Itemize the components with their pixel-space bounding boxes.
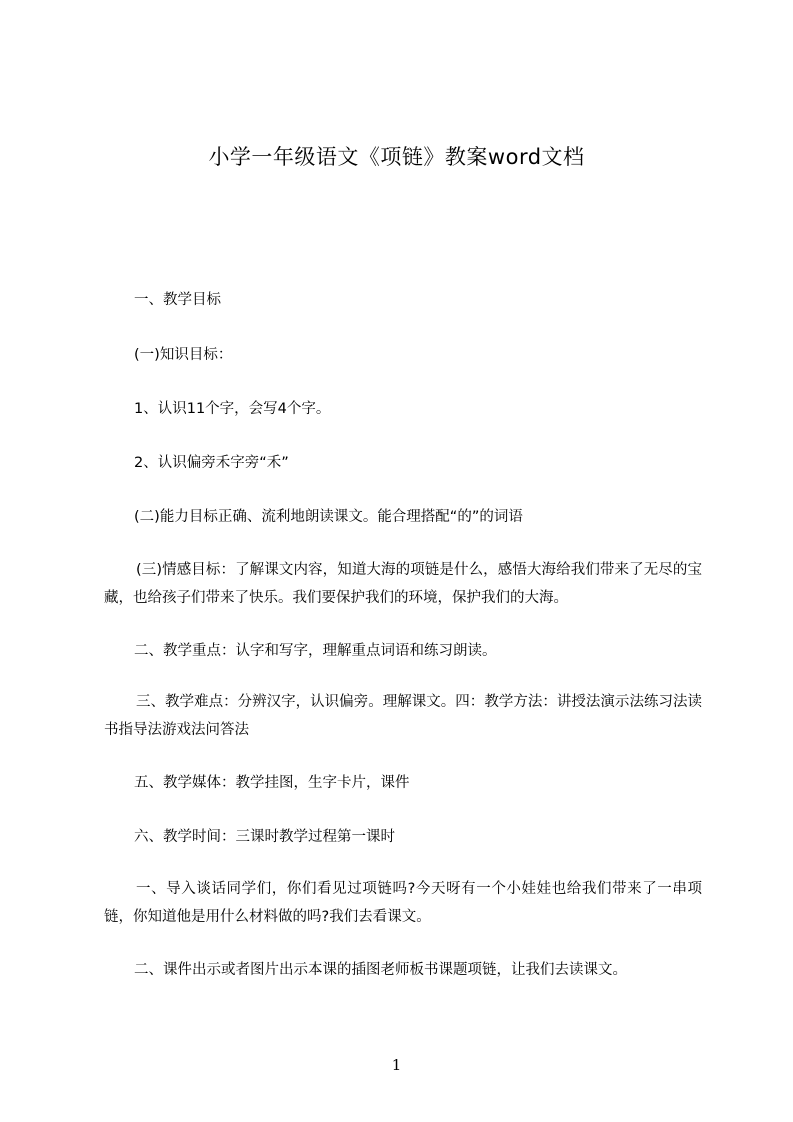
document-title: 小学一年级语文《项链》教案word文档 — [208, 145, 585, 169]
paragraph-radical: 2、认识偏旁禾字旁“禾” — [134, 455, 289, 471]
page-number: 1 — [391, 1056, 402, 1074]
paragraph-emotion-goals: (三)情感目标：了解课文内容，知道大海的项链是什么，感悟大海给我们带来了无尽的宝藏，也给孩子们带来了快乐。我们要保护我们的环境，保护我们的大海。 — [104, 562, 702, 606]
paragraph-teaching-media: 五、教学媒体：教学挂图，生字卡片，课件 — [134, 775, 410, 791]
paragraph-introduction: 一、导入谈话同学们，你们看见过项链吗?今天呀有一个小娃娃也给我们带来了一串项链，你知道他是用什么材料做的吗?我们去看课文。 — [104, 881, 702, 925]
paragraph-teaching-goals: 一、教学目标 — [134, 292, 221, 308]
paragraph-key-points: 二、教学重点：认字和写字，理解重点词语和练习朗读。 — [134, 643, 497, 659]
paragraph-courseware: 二、课件出示或者图片出示本课的插图老师板书课题项链，让我们去读课文。 — [134, 962, 627, 978]
paragraph-knowledge-goals: (一)知识目标： — [134, 347, 233, 363]
paragraph-teaching-time: 六、教学时间：三课时教学过程第一课时 — [134, 829, 395, 845]
paragraph-ability-goals: (二)能力目标正确、流利地朗读课文。能合理搭配“的”的词语 — [134, 509, 523, 525]
paragraph-recognize-characters: 1、认识11个字，会写4个字。 — [134, 401, 331, 417]
paragraph-difficulties-methods: 三、教学难点：分辨汉字，认识偏旁。理解课文。四：教学方法：讲授法演示法练习法读书指导法游戏法问答法 — [104, 694, 702, 738]
